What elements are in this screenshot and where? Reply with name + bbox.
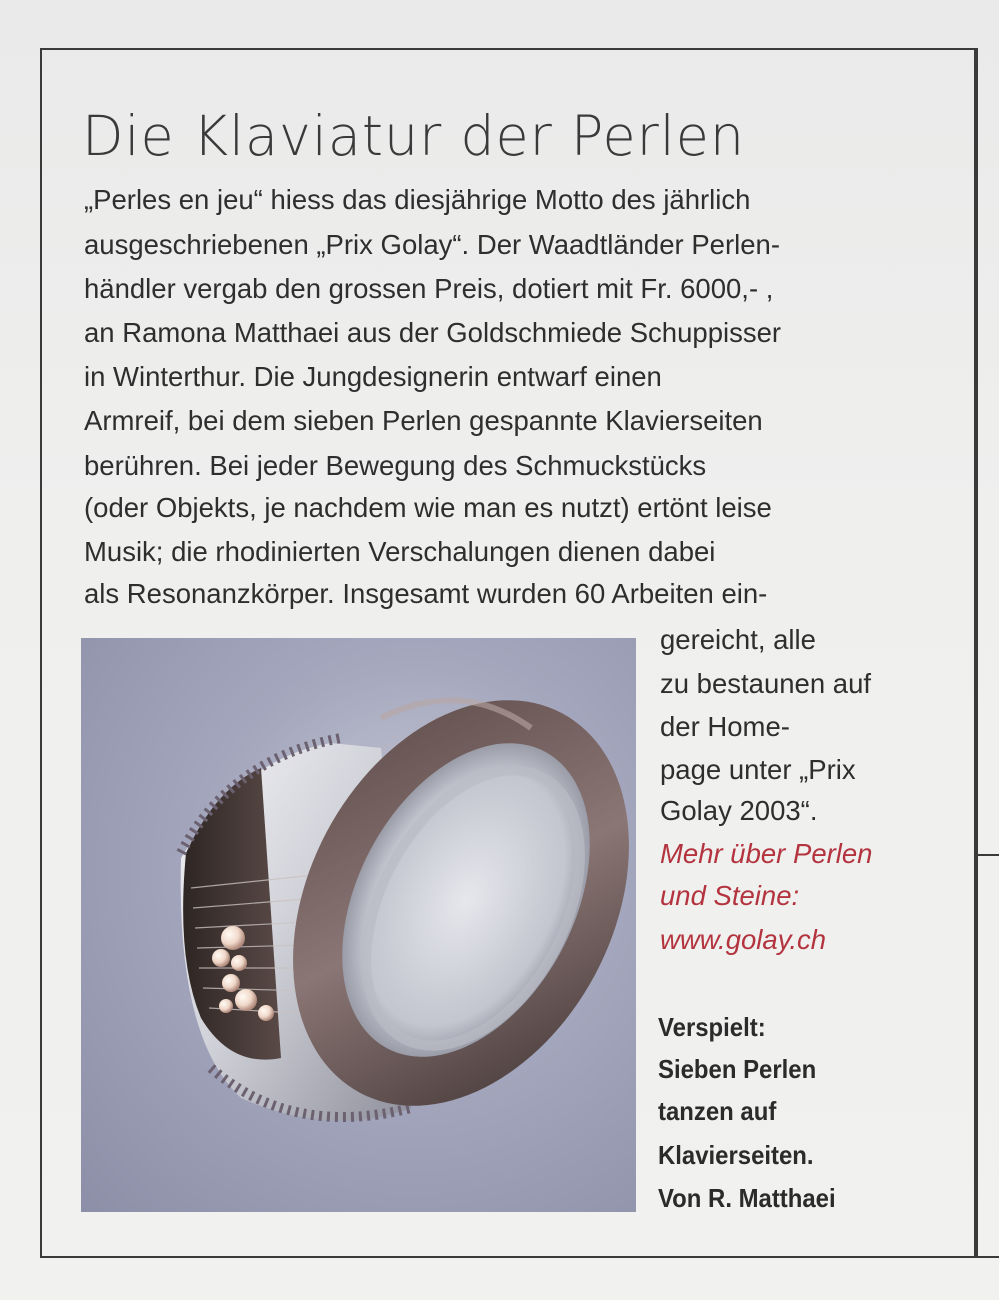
- photo-caption-line: Von R. Matthaei: [658, 1183, 836, 1213]
- body-line: als Resonanzkörper. Insgesamt wurden 60 Arbeiten ein-: [84, 578, 768, 609]
- side-text-line: Golay 2003“.: [660, 795, 818, 826]
- bracelet-illustration: [81, 638, 636, 1212]
- side-text-line: der Home-: [660, 711, 790, 742]
- column-divider-tick: [976, 854, 999, 856]
- body-line: händler vergab den grossen Preis, dotiert mit Fr. 6000,- ,: [84, 273, 774, 304]
- body-line: Musik; die rhodinierten Verschalungen dienen dabei: [84, 536, 716, 567]
- side-text-line: page unter „Prix: [660, 754, 856, 785]
- column-divider: [976, 48, 978, 1258]
- link-text: und Steine:: [660, 880, 800, 911]
- photo-caption-line: Klavierseiten.: [658, 1140, 814, 1170]
- body-line: berühren. Bei jeder Bewegung des Schmuckstücks: [84, 450, 707, 481]
- body-line: (oder Objekts, je nachdem wie man es nutzt) ertönt leise: [84, 492, 772, 523]
- photo-caption-line: Verspielt:: [658, 1012, 766, 1042]
- body-line: „Perles en jeu“ hiess das diesjährige Motto des jährlich: [84, 184, 751, 215]
- side-text-line: zu bestaunen auf: [660, 668, 872, 699]
- column-divider-tick: [976, 1256, 999, 1258]
- body-line: an Ramona Matthaei aus der Goldschmiede Schuppisser: [84, 317, 782, 348]
- photo-caption-line: tanzen auf: [658, 1096, 777, 1126]
- website-link[interactable]: www.golay.ch: [660, 924, 827, 955]
- body-line: Armreif, bei dem sieben Perlen gespannte Klavierseiten: [84, 405, 763, 436]
- side-text-line: gereicht, alle: [660, 624, 816, 655]
- link-text: Mehr über Perlen: [660, 838, 873, 869]
- headline: Die Klaviatur der Perlen: [82, 104, 746, 168]
- bracelet-photo: [81, 638, 636, 1212]
- body-line: ausgeschriebenen „Prix Golay“. Der Waadtländer Perlen-: [84, 229, 780, 260]
- photo-caption-line: Sieben Perlen: [658, 1054, 817, 1084]
- body-line: in Winterthur. Die Jungdesignerin entwarf einen: [84, 361, 662, 392]
